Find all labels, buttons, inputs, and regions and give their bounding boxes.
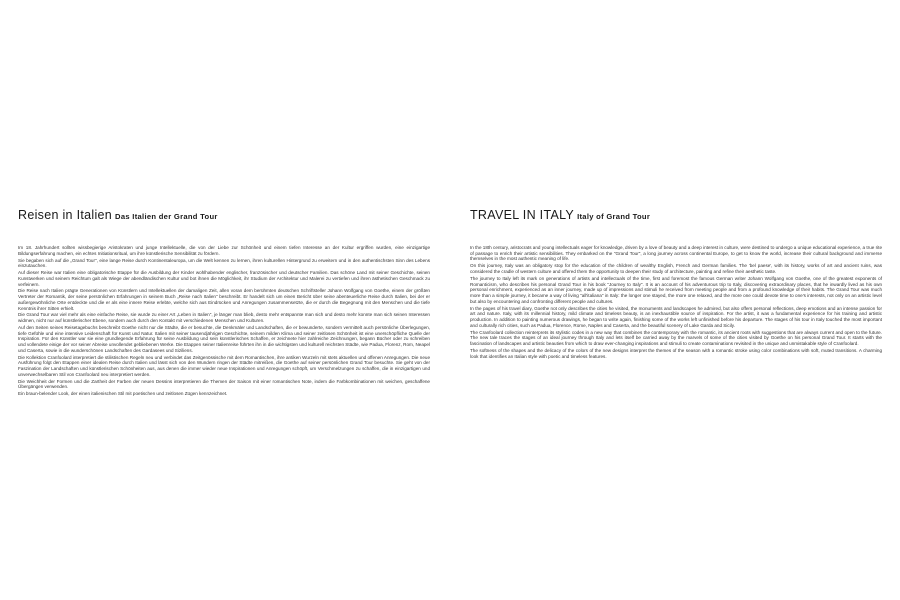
german-paragraph: Die Weichheit der Formen und die Zartheit der Farben der neuen Dessins interpretieren die Themen der Saison mit einer romantischen Note, indem die Farbkombinationen mit weichen, geschaffene Übergängen verwenden. (18, 378, 430, 390)
german-paragraph: Auf dieser Reise war Italien eine obligatorische Etappe für die Ausbildung der Kinder wohlhabender englischer, französischer und deutscher Familien. Das schöne Land mit seiner Geschichte, seinen Kunstwerken und seinem Reichtum galt als Wiege der abendländischen Kultur und bot ihnen die Möglichkeit, ihr Studium der Architektur und Malerei zu vertiefen und ihren ästhetischen Geschmack zu verfeinern. (18, 270, 430, 287)
german-paragraph: Ein braun-belender Look, der einen italienischen Stil mit poetischen und zeitlosen Zügen kennzeichnet. (18, 391, 228, 397)
german-heading (18, 190, 430, 227)
german-paragraph: Auf den Seiten seines Reisetagebuchs beschreibt Goethe nicht nur die Städte, die er besuchte, die Denkmäler und Landschaften, die er bewunderte, sondern vermittelt auch persönliche Überlegungen, tiefe Gefühle und eine intensive Leidenschaft für Kunst und Natur. Italien mit seiner tausendjährigen Geschichte, seinem milden Klima und seiner zeitlosen Schönheit ist eine unerschöpfliche Quelle der Inspiration. Für den Künstler war sie eine grundlegende Erfahrung für seine Ausbildung und sein künstlerisches Schaffen, er zeichnete hier zahlreiche Zeichnungen, begann Bücher oder zu schreiben und vollendete einige der vor seiner Abreise unvollendet gebliebenen Werke. Die Etappen seiner Italienreise führten ihn in die wichtigsten und kulturell reichsten Städte, wie Padua, Florenz, Rom, Neapel und Caserta, sowie in die wunderschönen Landschaften des Gardasees und Siziliens. (18, 325, 430, 353)
german-paragraph: Die Kollektion Cranfoolard interpretiert die stilistischen Regeln neu und verbindet das Zeitgenössische mit dem Romantischen, ihre antiken Wurzeln mit stets aktuellen und offenen Anregungen. Die neue Ausführung folgt den Etappen einer idealen Reise durch Italien und lässt sich von den Wundern ringen der Städte mitreißen, die Goethe auf seiner persönlichen Grand Tour besuchte. Sie geht von der Faszination der Landschaften und künstlerischen Schönheiten aus, aus denen die immer wieder neue Inspirationen und Anregungen schöpft, um Verschmelzungen zu schaffen, die in einzigartigen und unverwechselbaren Stil von Cranfoolard neu interpretiert werden. (18, 354, 430, 377)
english-paragraph: The softness of the shapes and the delicacy of the colors of the new designs interpret the themes of the season with a romantic stroke using color combinations with soft, muted transitions. A charming look that identifies an Italian style with poetic and timeless features. (470, 347, 882, 359)
english-column (470, 190, 882, 360)
english-paragraph: In the pages of his travel diary, Goethe not only describes the cities he visited, the monuments and landscapes he admired, but also offers personal reflections, deep emotions and an intense passion for art and nature. Italy, with its millennial history, mild climate and timeless beauty, is an inexhaustible source of inspiration. For the artist, it was a fundamental experience for his training and artistic production. In addition to painting numerous drawings, he began to write again, finishing some of the works left unfinished before his departure. The stages of his tour in Italy touched the most important and culturally rich cities, such as Padua, Florence, Rome, Naples and Caserta, and the beautiful scenery of Lake Garda and Sicily. (470, 305, 882, 328)
german-paragraph: Im 18. Jahrhundert sollten wissbegierige Aristokraten und junge Intellektuelle, die von der Liebe zur Schönheit und einem tiefen Interesse an der Kultur ergriffen wurden, eine einzigartige Bildungserfahrung machen, ein echtes Initiationsritual, um ihre künstlerische Sensibilität zu fördern. (18, 245, 430, 256)
english-paragraph: The journey to Italy left its mark on generations of artists and intellectuals of the time, first and foremost the famous German writer Johann Wolfgang von Goethe, one of the greatest exponents of Romanticism, who describes his personal Grand Tour in his book "Journey to Italy". It is an account of his adventurous trip to Italy, discovering extraordinary places, that he inwardly lived as his own personal enrichment, experienced as an inner journey, made up of impressions and stimuli he received from meeting people and from a profound knowledge of their habits. The Grand Tour was much more than a simple journey, it became a way of living "all'italiana" in Italy: the longer one stayed, the more one relaxed, and the more one could devote time to one's interests, not only on an artistic level but also by encountering and confronting different people and cultures. (470, 275, 882, 304)
german-column (18, 190, 430, 398)
german-paragraph: Die Reise nach Italien prägte Generationen von Künstlern und Intellektuellen der damaligen Zeit, allen voran dem berühmten deutschen Schriftsteller Johann Wolfgang von Goethe, einem der größten Vertreter der Romantik, der seine persönlichen Erfahrungen in seinem Buch „Reise nach Italien" beschreibt. Er handelt sich um einen Bericht über seine abenteuerliche Reise durch Italien, bei der er außergewöhnliche Orte entdeckte und die er als eine innere Reise erlebte, welche sich aus Eindrücken und Anregungen zusammensetzte, die er durch die Begegnung mit den Menschen und die tiefe Kenntnis ihrer Sitten erhielt. (18, 288, 430, 311)
english-paragraph: On this journey, Italy was an obligatory stop for the education of the children of wealthy English, French and German families. The 'bel paese', with its history, works of art and ancient ruins, was considered the cradle of western culture and offered them the opportunity to deepen their study of architecture, painting and refine their aesthetic taste. (470, 263, 882, 274)
german-paragraph: Die Grand Tour war viel mehr als eine einfache Reise, sie wurde zu einer Art „Leben in Italien", je länger man blieb, desto mehr entspannte man sich und desto mehr konnte man sich seinen Interessen widmen, nicht nur auf künstlerischer Ebene, sondern auch durch den Kontakt mit verschiedenen Menschen und Kulturen. (18, 312, 430, 324)
english-title: TRAVEL IN ITALY (470, 208, 575, 222)
english-paragraph: In the 18th century, aristocrats and young intellectuals eager for knowledge, driven by a love of beauty and a deep interest in culture, were destined to undergo a unique educational experience, a true rite of passage to enrich their artistic sensibilities. They embarked on the "Grand Tour", a long journey across continental Europe, to get to know the world, increase their cultural background and immerse themselves in the most authentic meaning of life. (470, 245, 882, 262)
german-paragraph: Sie begaben sich auf die „Grand Tour", eine lange Reise durch Kontinentaleuropa, um die Welt kennen zu lernen, ihren kulturellen Hintergrund zu erweitern und in den authentischsten Sinn des Lebens einzutauchen. (18, 257, 430, 269)
english-paragraph: The Cranfoolard collection reinterprets its stylistic codes in a new way that combines the contemporary with the romantic, its ancient roots with suggestions that are always current and open to the future. The new tale traces the stages of an ideal journey through Italy and lets itself be carried away by the marvels of some of the cities visited by Goethe on his personal Grand Tour. It starts with the fascination of landscapes and artistic beauties from which to draw ever-changing inspirations and stimuli to create contaminations revisited in the unique and unmistakable style of Cranfoolard. (470, 329, 882, 346)
german-title: Reisen in Italien (18, 208, 113, 222)
english-subtitle: Italy of Grand Tour (577, 212, 651, 221)
german-subtitle: Das Italien der Grand Tour (115, 212, 218, 221)
english-heading (470, 190, 882, 227)
